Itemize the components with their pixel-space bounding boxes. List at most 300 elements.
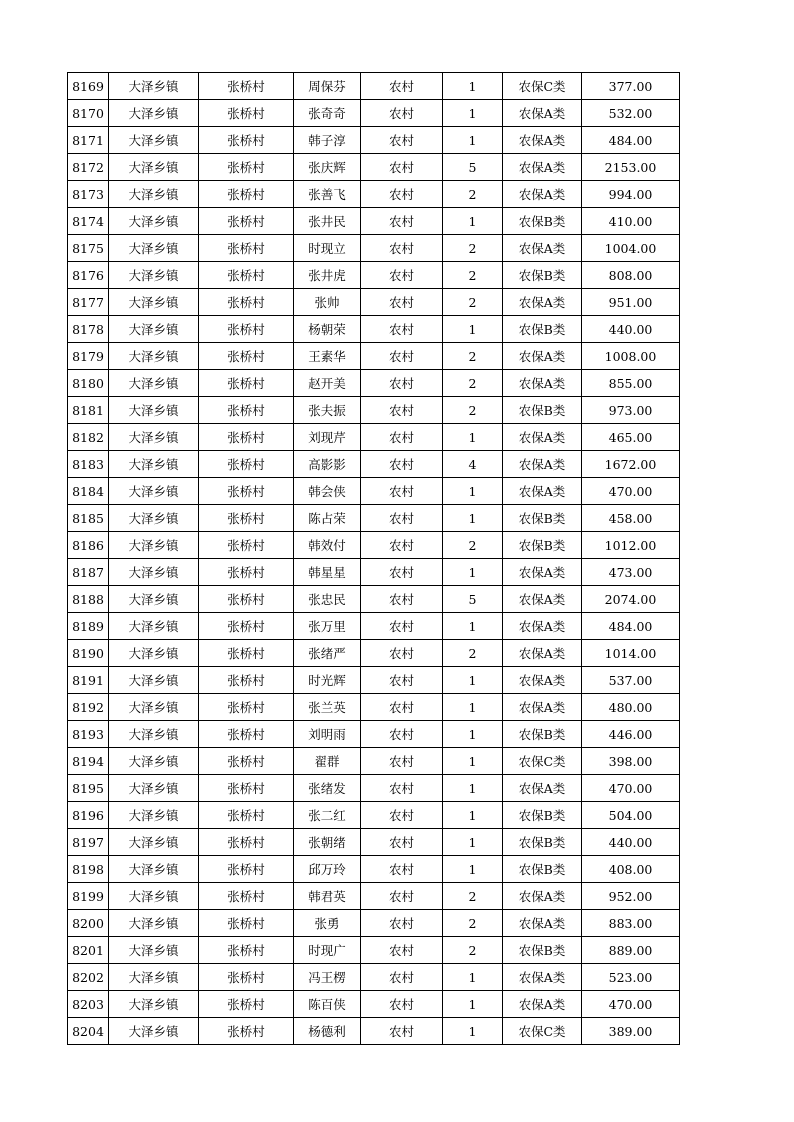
household-size-cell: 2 [443,883,503,910]
table-row [68,532,680,559]
table-row [68,910,680,937]
household-size-cell: 4 [443,451,503,478]
household-size-cell: 1 [443,667,503,694]
amount-cell: 440.00 [582,829,680,856]
village-cell: 张桥村 [199,316,294,343]
amount-cell: 973.00 [582,397,680,424]
category-cell: 农保B类 [503,937,582,964]
table-row [68,127,680,154]
category-cell: 农保B类 [503,532,582,559]
serial-number-cell: 8199 [68,883,109,910]
table-row [68,586,680,613]
table-row [68,667,680,694]
village-cell: 张桥村 [199,964,294,991]
category-cell: 农保A类 [503,667,582,694]
table-row [68,1018,680,1045]
township-cell: 大泽乡镇 [109,667,199,694]
serial-number-cell: 8194 [68,748,109,775]
amount-cell: 855.00 [582,370,680,397]
category-cell: 农保A类 [503,640,582,667]
name-cell: 张善飞 [294,181,361,208]
village-cell: 张桥村 [199,667,294,694]
village-cell: 张桥村 [199,991,294,1018]
name-cell: 赵开美 [294,370,361,397]
serial-number-cell: 8173 [68,181,109,208]
name-cell: 邱万玲 [294,856,361,883]
village-cell: 张桥村 [199,73,294,100]
village-cell: 张桥村 [199,775,294,802]
serial-number-cell: 8177 [68,289,109,316]
household-size-cell: 1 [443,127,503,154]
household-size-cell: 1 [443,748,503,775]
category-cell: 农保A类 [503,343,582,370]
township-cell: 大泽乡镇 [109,235,199,262]
name-cell: 杨朝荣 [294,316,361,343]
amount-cell: 1012.00 [582,532,680,559]
township-cell: 大泽乡镇 [109,397,199,424]
household-size-cell: 2 [443,181,503,208]
household-type-cell: 农村 [361,694,443,721]
name-cell: 韩子淳 [294,127,361,154]
category-cell: 农保B类 [503,397,582,424]
serial-number-cell: 8171 [68,127,109,154]
name-cell: 张井虎 [294,262,361,289]
serial-number-cell: 8186 [68,532,109,559]
household-type-cell: 农村 [361,559,443,586]
township-cell: 大泽乡镇 [109,586,199,613]
amount-cell: 446.00 [582,721,680,748]
category-cell: 农保B类 [503,829,582,856]
household-size-cell: 1 [443,613,503,640]
table-row [68,424,680,451]
category-cell: 农保A类 [503,289,582,316]
table-row [68,802,680,829]
village-cell: 张桥村 [199,613,294,640]
household-size-cell: 1 [443,316,503,343]
category-cell: 农保B类 [503,208,582,235]
household-type-cell: 农村 [361,262,443,289]
amount-cell: 410.00 [582,208,680,235]
table-row [68,154,680,181]
household-type-cell: 农村 [361,829,443,856]
category-cell: 农保B类 [503,316,582,343]
household-type-cell: 农村 [361,721,443,748]
township-cell: 大泽乡镇 [109,262,199,289]
category-cell: 农保A类 [503,964,582,991]
category-cell: 农保A类 [503,613,582,640]
amount-cell: 889.00 [582,937,680,964]
village-cell: 张桥村 [199,478,294,505]
amount-cell: 808.00 [582,262,680,289]
household-type-cell: 农村 [361,289,443,316]
category-cell: 农保A类 [503,559,582,586]
table-row [68,748,680,775]
serial-number-cell: 8180 [68,370,109,397]
table-row [68,613,680,640]
township-cell: 大泽乡镇 [109,829,199,856]
serial-number-cell: 8204 [68,1018,109,1045]
name-cell: 张井民 [294,208,361,235]
amount-cell: 465.00 [582,424,680,451]
household-size-cell: 1 [443,505,503,532]
serial-number-cell: 8188 [68,586,109,613]
village-cell: 张桥村 [199,856,294,883]
township-cell: 大泽乡镇 [109,532,199,559]
serial-number-cell: 8195 [68,775,109,802]
serial-number-cell: 8192 [68,694,109,721]
township-cell: 大泽乡镇 [109,73,199,100]
serial-number-cell: 8182 [68,424,109,451]
village-cell: 张桥村 [199,721,294,748]
household-size-cell: 1 [443,208,503,235]
name-cell: 张忠民 [294,586,361,613]
amount-cell: 994.00 [582,181,680,208]
name-cell: 张庆辉 [294,154,361,181]
serial-number-cell: 8200 [68,910,109,937]
name-cell: 张绪发 [294,775,361,802]
household-type-cell: 农村 [361,451,443,478]
township-cell: 大泽乡镇 [109,478,199,505]
amount-cell: 504.00 [582,802,680,829]
name-cell: 时现广 [294,937,361,964]
name-cell: 冯王楞 [294,964,361,991]
village-cell: 张桥村 [199,154,294,181]
category-cell: 农保A类 [503,424,582,451]
amount-cell: 470.00 [582,775,680,802]
table-row [68,316,680,343]
township-cell: 大泽乡镇 [109,856,199,883]
amount-cell: 951.00 [582,289,680,316]
household-size-cell: 1 [443,856,503,883]
name-cell: 刘明雨 [294,721,361,748]
amount-cell: 470.00 [582,478,680,505]
category-cell: 农保A类 [503,127,582,154]
serial-number-cell: 8191 [68,667,109,694]
amount-cell: 1008.00 [582,343,680,370]
category-cell: 农保B类 [503,505,582,532]
amount-cell: 2153.00 [582,154,680,181]
village-cell: 张桥村 [199,586,294,613]
serial-number-cell: 8190 [68,640,109,667]
township-cell: 大泽乡镇 [109,1018,199,1045]
village-cell: 张桥村 [199,883,294,910]
serial-number-cell: 8198 [68,856,109,883]
name-cell: 周保芬 [294,73,361,100]
serial-number-cell: 8203 [68,991,109,1018]
serial-number-cell: 8187 [68,559,109,586]
table-row [68,451,680,478]
household-type-cell: 农村 [361,478,443,505]
household-type-cell: 农村 [361,613,443,640]
serial-number-cell: 8185 [68,505,109,532]
category-cell: 农保B类 [503,721,582,748]
serial-number-cell: 8183 [68,451,109,478]
household-type-cell: 农村 [361,910,443,937]
serial-number-cell: 8189 [68,613,109,640]
name-cell: 时光辉 [294,667,361,694]
table-row [68,370,680,397]
household-type-cell: 农村 [361,397,443,424]
serial-number-cell: 8197 [68,829,109,856]
name-cell: 张勇 [294,910,361,937]
serial-number-cell: 8196 [68,802,109,829]
category-cell: 农保A类 [503,235,582,262]
name-cell: 韩君英 [294,883,361,910]
township-cell: 大泽乡镇 [109,640,199,667]
name-cell: 张万里 [294,613,361,640]
household-type-cell: 农村 [361,424,443,451]
village-cell: 张桥村 [199,937,294,964]
serial-number-cell: 8175 [68,235,109,262]
name-cell: 陈百侠 [294,991,361,1018]
township-cell: 大泽乡镇 [109,613,199,640]
township-cell: 大泽乡镇 [109,100,199,127]
township-cell: 大泽乡镇 [109,127,199,154]
table-row [68,343,680,370]
table-row [68,775,680,802]
category-cell: 农保A类 [503,370,582,397]
township-cell: 大泽乡镇 [109,370,199,397]
serial-number-cell: 8181 [68,397,109,424]
table-row [68,721,680,748]
household-type-cell: 农村 [361,856,443,883]
village-cell: 张桥村 [199,100,294,127]
category-cell: 农保B类 [503,262,582,289]
category-cell: 农保A类 [503,100,582,127]
township-cell: 大泽乡镇 [109,802,199,829]
township-cell: 大泽乡镇 [109,883,199,910]
village-cell: 张桥村 [199,694,294,721]
category-cell: 农保B类 [503,856,582,883]
village-cell: 张桥村 [199,370,294,397]
name-cell: 张朝绪 [294,829,361,856]
serial-number-cell: 8176 [68,262,109,289]
serial-number-cell: 8202 [68,964,109,991]
village-cell: 张桥村 [199,505,294,532]
category-cell: 农保A类 [503,910,582,937]
name-cell: 时现立 [294,235,361,262]
household-size-cell: 2 [443,262,503,289]
village-cell: 张桥村 [199,1018,294,1045]
category-cell: 农保A类 [503,991,582,1018]
category-cell: 农保A类 [503,181,582,208]
household-size-cell: 2 [443,532,503,559]
village-cell: 张桥村 [199,208,294,235]
township-cell: 大泽乡镇 [109,721,199,748]
serial-number-cell: 8172 [68,154,109,181]
township-cell: 大泽乡镇 [109,991,199,1018]
amount-cell: 537.00 [582,667,680,694]
township-cell: 大泽乡镇 [109,964,199,991]
table-row [68,883,680,910]
household-type-cell: 农村 [361,991,443,1018]
township-cell: 大泽乡镇 [109,775,199,802]
household-type-cell: 农村 [361,370,443,397]
household-size-cell: 2 [443,397,503,424]
name-cell: 张帅 [294,289,361,316]
category-cell: 农保A类 [503,478,582,505]
household-type-cell: 农村 [361,748,443,775]
township-cell: 大泽乡镇 [109,154,199,181]
allowance-roster-table [67,72,680,1045]
category-cell: 农保C类 [503,748,582,775]
amount-cell: 440.00 [582,316,680,343]
household-size-cell: 2 [443,343,503,370]
household-type-cell: 农村 [361,316,443,343]
category-cell: 农保A类 [503,586,582,613]
table-row [68,559,680,586]
household-size-cell: 2 [443,235,503,262]
name-cell: 张兰英 [294,694,361,721]
household-size-cell: 1 [443,802,503,829]
amount-cell: 458.00 [582,505,680,532]
table-row [68,208,680,235]
household-type-cell: 农村 [361,235,443,262]
household-type-cell: 农村 [361,100,443,127]
township-cell: 大泽乡镇 [109,181,199,208]
table-row [68,73,680,100]
household-size-cell: 1 [443,478,503,505]
household-size-cell: 2 [443,910,503,937]
township-cell: 大泽乡镇 [109,505,199,532]
amount-cell: 952.00 [582,883,680,910]
household-type-cell: 农村 [361,667,443,694]
category-cell: 农保A类 [503,451,582,478]
table-row [68,937,680,964]
household-type-cell: 农村 [361,154,443,181]
village-cell: 张桥村 [199,127,294,154]
serial-number-cell: 8169 [68,73,109,100]
household-size-cell: 1 [443,964,503,991]
amount-cell: 1014.00 [582,640,680,667]
name-cell: 韩星星 [294,559,361,586]
amount-cell: 1672.00 [582,451,680,478]
category-cell: 农保A类 [503,154,582,181]
amount-cell: 470.00 [582,991,680,1018]
table-row [68,397,680,424]
name-cell: 杨德利 [294,1018,361,1045]
village-cell: 张桥村 [199,262,294,289]
village-cell: 张桥村 [199,343,294,370]
household-size-cell: 1 [443,1018,503,1045]
township-cell: 大泽乡镇 [109,316,199,343]
household-size-cell: 1 [443,775,503,802]
name-cell: 刘现芹 [294,424,361,451]
township-cell: 大泽乡镇 [109,289,199,316]
name-cell: 陈占荣 [294,505,361,532]
table-row [68,181,680,208]
table-row [68,991,680,1018]
amount-cell: 389.00 [582,1018,680,1045]
amount-cell: 480.00 [582,694,680,721]
serial-number-cell: 8170 [68,100,109,127]
village-cell: 张桥村 [199,829,294,856]
household-type-cell: 农村 [361,640,443,667]
table-row [68,235,680,262]
name-cell: 张绪严 [294,640,361,667]
village-cell: 张桥村 [199,397,294,424]
serial-number-cell: 8184 [68,478,109,505]
serial-number-cell: 8174 [68,208,109,235]
household-size-cell: 2 [443,370,503,397]
household-type-cell: 农村 [361,937,443,964]
name-cell: 韩效付 [294,532,361,559]
table-row [68,694,680,721]
village-cell: 张桥村 [199,451,294,478]
village-cell: 张桥村 [199,181,294,208]
table-row [68,478,680,505]
table-row [68,640,680,667]
amount-cell: 1004.00 [582,235,680,262]
household-type-cell: 农村 [361,883,443,910]
household-size-cell: 1 [443,991,503,1018]
village-cell: 张桥村 [199,532,294,559]
table-row [68,856,680,883]
serial-number-cell: 8179 [68,343,109,370]
household-type-cell: 农村 [361,73,443,100]
township-cell: 大泽乡镇 [109,208,199,235]
table-row [68,262,680,289]
serial-number-cell: 8193 [68,721,109,748]
household-size-cell: 2 [443,937,503,964]
amount-cell: 484.00 [582,613,680,640]
village-cell: 张桥村 [199,748,294,775]
amount-cell: 532.00 [582,100,680,127]
amount-cell: 484.00 [582,127,680,154]
township-cell: 大泽乡镇 [109,559,199,586]
household-type-cell: 农村 [361,802,443,829]
household-size-cell: 1 [443,829,503,856]
household-size-cell: 1 [443,559,503,586]
household-type-cell: 农村 [361,586,443,613]
household-type-cell: 农村 [361,181,443,208]
household-type-cell: 农村 [361,775,443,802]
amount-cell: 883.00 [582,910,680,937]
village-cell: 张桥村 [199,235,294,262]
township-cell: 大泽乡镇 [109,694,199,721]
household-size-cell: 1 [443,694,503,721]
amount-cell: 408.00 [582,856,680,883]
household-size-cell: 2 [443,289,503,316]
village-cell: 张桥村 [199,289,294,316]
category-cell: 农保C类 [503,73,582,100]
household-type-cell: 农村 [361,532,443,559]
amount-cell: 473.00 [582,559,680,586]
table-row [68,505,680,532]
household-type-cell: 农村 [361,1018,443,1045]
household-size-cell: 5 [443,586,503,613]
category-cell: 农保A类 [503,883,582,910]
amount-cell: 2074.00 [582,586,680,613]
household-size-cell: 1 [443,73,503,100]
table-row [68,964,680,991]
household-size-cell: 1 [443,100,503,127]
category-cell: 农保A类 [503,775,582,802]
household-type-cell: 农村 [361,127,443,154]
table-body [68,73,680,1045]
household-size-cell: 2 [443,640,503,667]
name-cell: 张二红 [294,802,361,829]
amount-cell: 398.00 [582,748,680,775]
name-cell: 张夫振 [294,397,361,424]
village-cell: 张桥村 [199,640,294,667]
household-type-cell: 农村 [361,964,443,991]
category-cell: 农保B类 [503,802,582,829]
table-row [68,100,680,127]
village-cell: 张桥村 [199,802,294,829]
village-cell: 张桥村 [199,910,294,937]
table-row [68,829,680,856]
